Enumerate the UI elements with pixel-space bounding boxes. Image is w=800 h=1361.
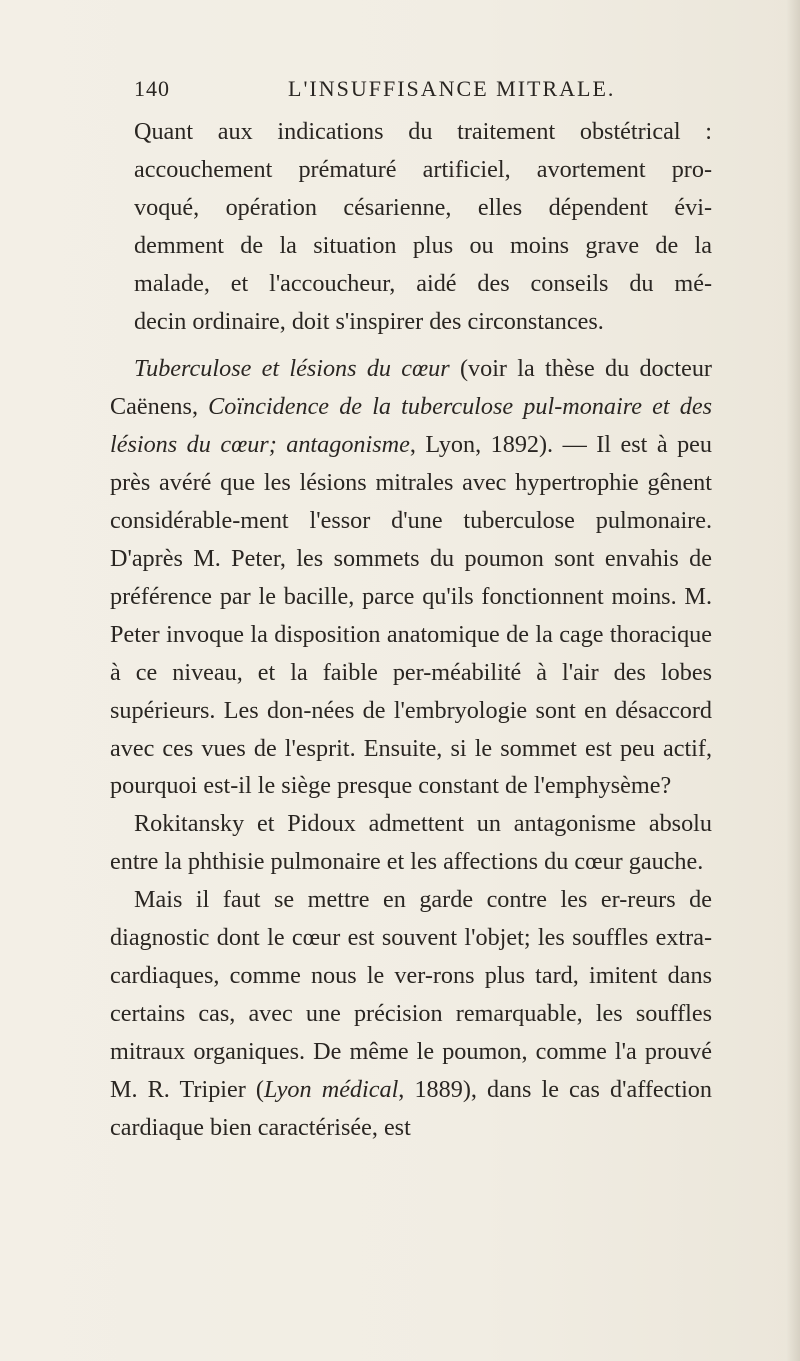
italic-journal: Lyon médical — [263, 1075, 399, 1103]
running-head: L'INSUFFISANCE MITRALE. — [288, 76, 616, 101]
text-line: voqué, opération césarienne, elles dépendent évi- — [134, 193, 712, 221]
text-run: Mais il faut se mettre en garde contre les er-reurs de diagnostic dont le cœur est souvent l'objet; les souffles extra-cardiaques, comme nous le ver-rons plus tard, imitent dans certains cas, avec une précision remarquable, les souffles mitraux organiques. De même le poumon, comme l'a prouvé M. R. Tripier ( — [110, 886, 712, 1103]
paragraph-rokitansky — [110, 805, 712, 881]
text-line: Quant aux indications du traitement obstétrical : — [134, 118, 712, 145]
text-line: decin ordinaire, doit s'inspirer des circonstances. — [134, 307, 604, 335]
page-header — [134, 76, 674, 106]
text-run: , 1889), dans le cas d'affection cardiaque bien caractérisée, est — [110, 1075, 712, 1141]
text-run: Rokitansky et Pidoux admettent un antagonisme absolu entre la phthisie pulmonaire et les affections du cœur gauche. — [110, 810, 712, 876]
paragraph-diagnostic-errors — [110, 881, 712, 1146]
text-run: , Lyon, 1892). — Il est à peu près avéré que les lésions mitrales avec hypertrophie gênent considérable-ment l'essor d'une tuberculose pulmonaire. D'après M. Peter, les sommets du poumon sont envahis de préférence par le bacille, parce qu'ils fonctionnent moins. M. Peter invoque la disposition anatomique de la cage thoracique à ce niveau, et la faible per-méabilité à l'air des lobes supérieurs. Les don-nées de l'embryologie sont en désaccord avec ces vues de l'esprit. Ensuite, si le sommet est peu actif, pourquoi est-il le siège presque constant de l'emphysème? — [110, 431, 712, 800]
text-run: (voir la thèse du docteur Caënens, — [110, 355, 712, 421]
paragraph-tuberculosis — [110, 350, 712, 805]
page-number: 140 — [134, 76, 170, 101]
text-line: accouchement prématuré artificiel, avortement pro- — [134, 155, 712, 183]
italic-heading: Tuberculose et lésions du cœur — [134, 355, 450, 383]
text-line: malade, et l'accoucheur, aidé des conseils du mé- — [134, 269, 712, 297]
body-text — [110, 113, 712, 1146]
paragraph-obstetrical-treatment — [110, 113, 712, 340]
text-line: demment de la situation plus ou moins grave de la — [134, 231, 712, 259]
page-edge-shadow — [786, 0, 800, 1361]
italic-title: Coïncidence de la tuberculose pul-monaire et des lésions du cœur; antagonisme — [110, 393, 712, 459]
